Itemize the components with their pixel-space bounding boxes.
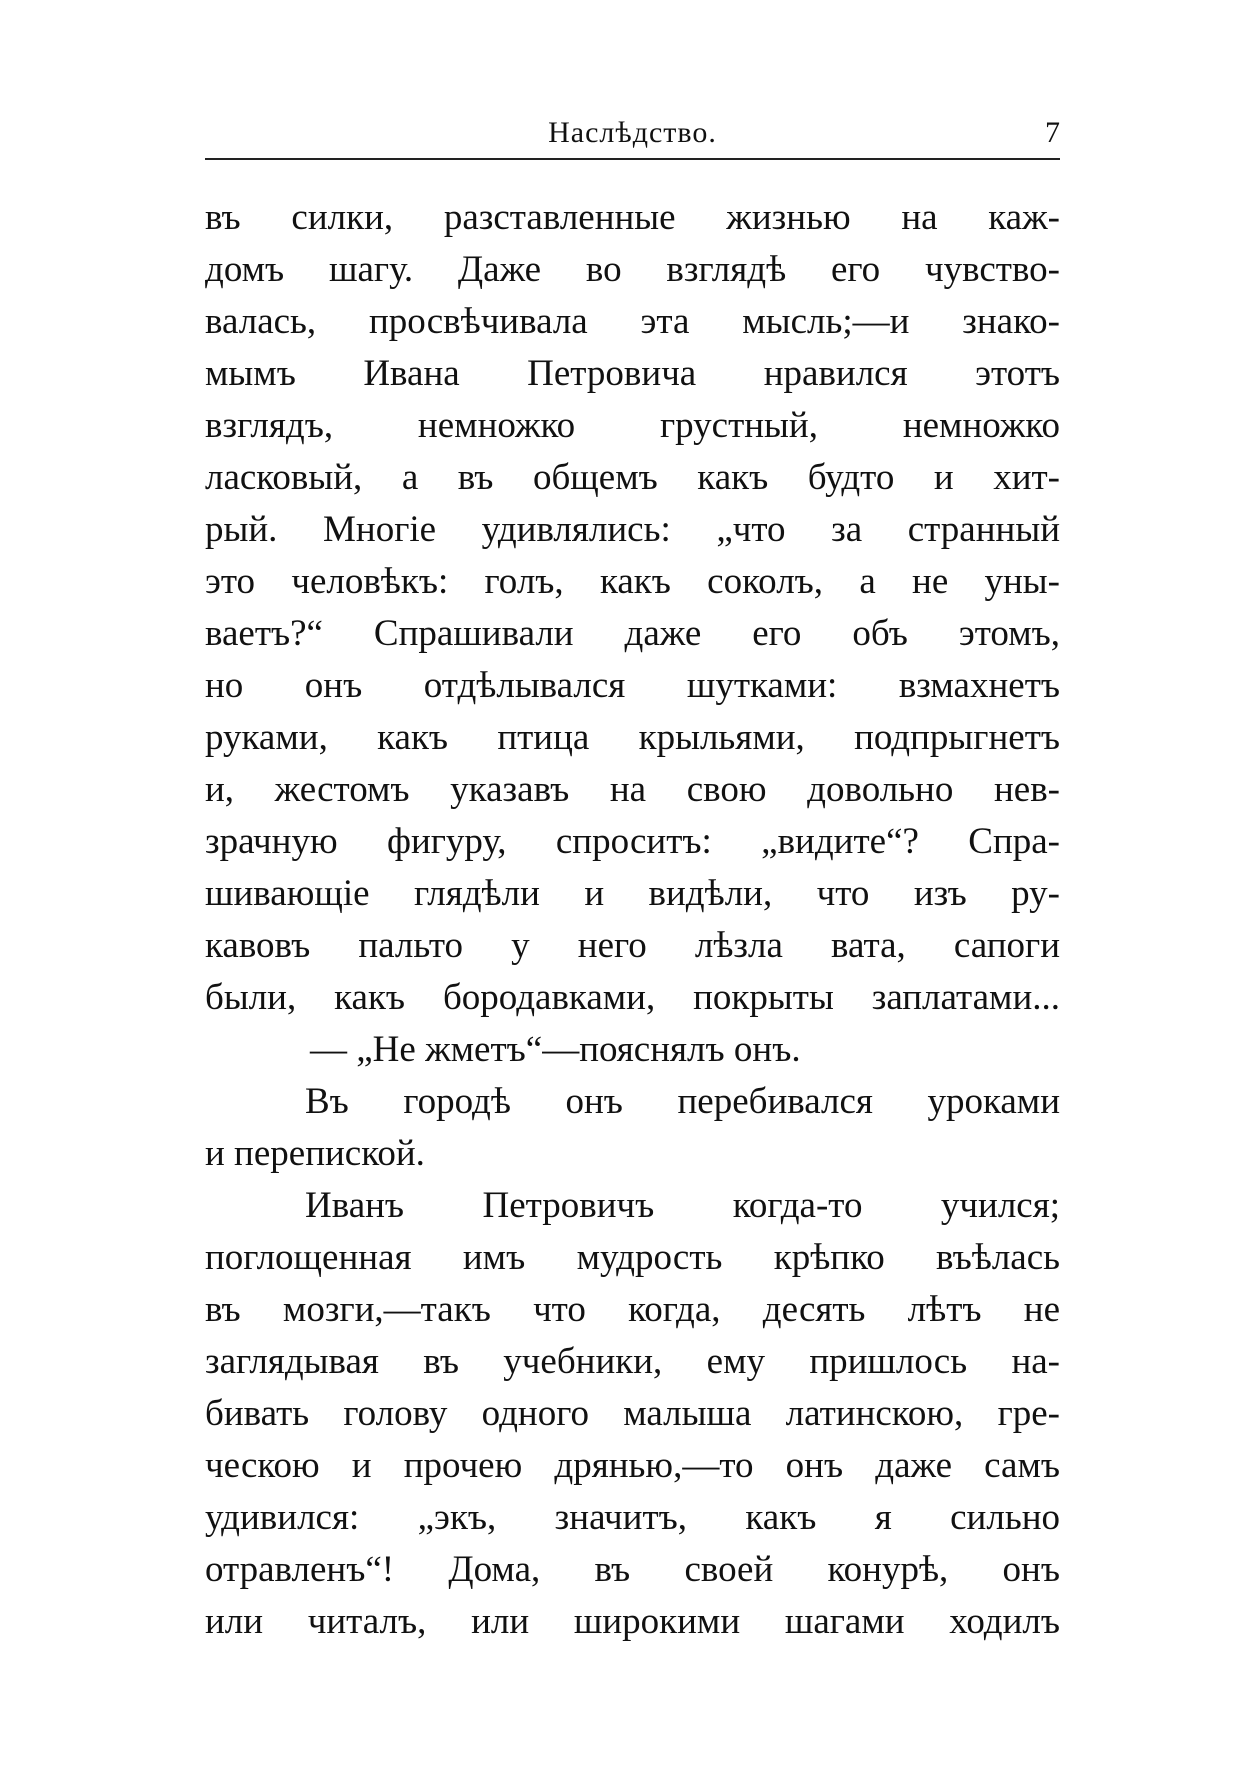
text-line: взглядъ, немножко грустный, немножко — [205, 405, 1060, 446]
text-line: рый. Многіе удивлялись: „что за странный — [205, 509, 1060, 550]
text-line: заглядывая въ учебники, ему пришлось на- — [205, 1341, 1060, 1382]
text-line: ческою и прочею дрянью,—то онъ даже самъ — [205, 1445, 1060, 1486]
text-line: домъ шагу. Даже во взглядѣ его чувство- — [205, 249, 1060, 290]
body-text — [205, 192, 1060, 1648]
text-line: ваетъ?“ Спрашивали даже его объ этомъ, — [205, 613, 1060, 654]
text-line: валась, просвѣчивала эта мысль;—и знако- — [205, 301, 1060, 342]
header-rule — [205, 158, 1060, 160]
text-line: или читалъ, или широкими шагами ходилъ — [205, 1601, 1060, 1642]
text-line: бивать голову одного малыша латинскою, гре- — [205, 1393, 1060, 1434]
paragraph-start-line: Иванъ Петровичъ когда-то учился; — [305, 1185, 1060, 1226]
text-line: это человѣкъ: голъ, какъ соколъ, а не уны- — [205, 561, 1060, 602]
text-line: въ мозги,—такъ что когда, десять лѣтъ не — [205, 1289, 1060, 1330]
text-line: кавовъ пальто у него лѣзла вата, сапоги — [205, 925, 1060, 966]
paragraph-end-line: и перепиской. — [205, 1133, 425, 1174]
text-line: но онъ отдѣлывался шутками: взмахнетъ — [205, 665, 1060, 706]
text-line: были, какъ бородавками, покрыты заплатами... — [205, 977, 1060, 1018]
dialogue-line: — „Не жметъ“—пояснялъ онъ. — [310, 1029, 801, 1070]
text-line: удивился: „экъ, значитъ, какъ я сильно — [205, 1497, 1060, 1538]
text-line: поглощенная имъ мудрость крѣпко въѣлась — [205, 1237, 1060, 1278]
text-line: мымъ Ивана Петровича нравился этотъ — [205, 353, 1060, 394]
text-line: и, жестомъ указавъ на свою довольно нев- — [205, 769, 1060, 810]
text-line: руками, какъ птица крыльями, подпрыгнетъ — [205, 717, 1060, 758]
paragraph-start-line: Въ городѣ онъ перебивался уроками — [305, 1081, 1060, 1122]
running-head — [205, 116, 1060, 156]
page-number: 7 — [1045, 116, 1060, 149]
text-line: шивающіе глядѣли и видѣли, что изъ ру- — [205, 873, 1060, 914]
running-title: Наслѣдство. — [548, 116, 717, 149]
text-line: ласковый, а въ общемъ какъ будто и хит- — [205, 457, 1060, 498]
text-line: отравленъ“! Дома, въ своей конурѣ, онъ — [205, 1549, 1060, 1590]
text-line: въ силки, разставленные жизнью на каж- — [205, 197, 1060, 238]
text-line: зрачную фигуру, спроситъ: „видите“? Спра- — [205, 821, 1060, 862]
